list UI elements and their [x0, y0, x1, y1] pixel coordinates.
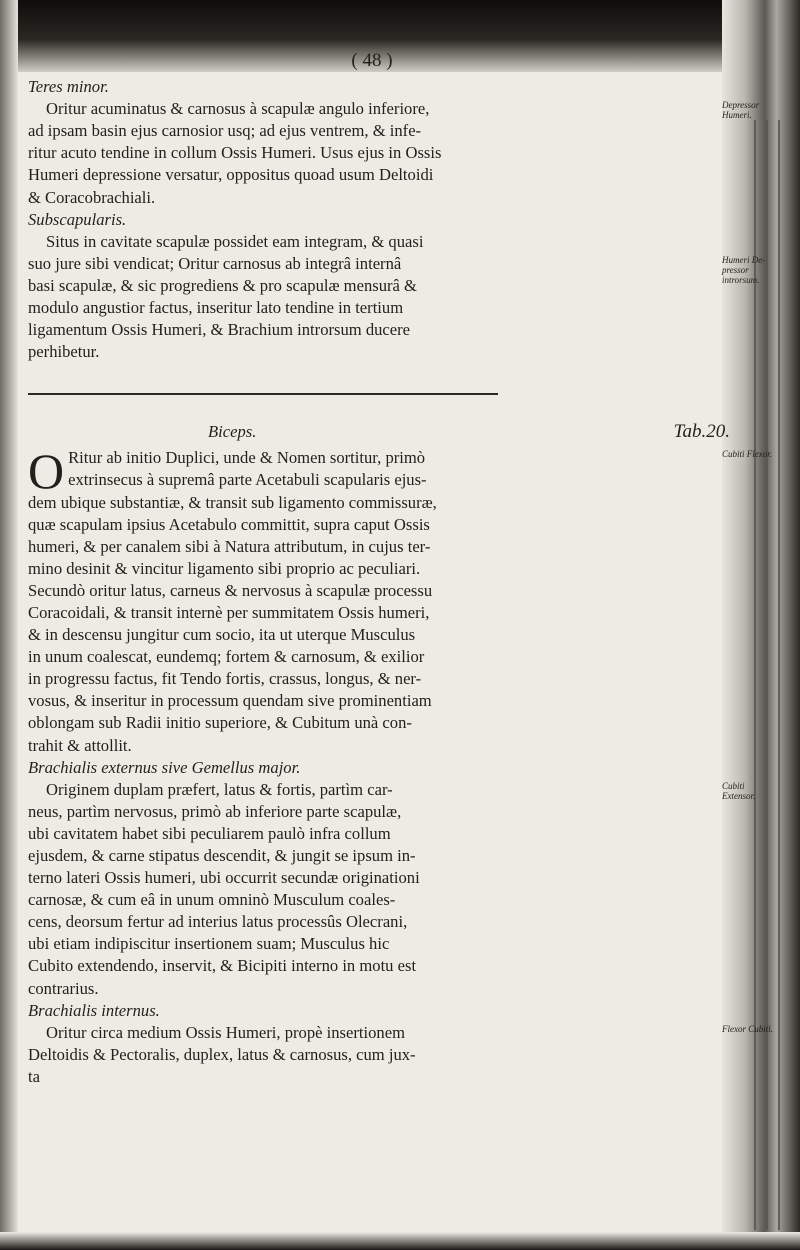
page-stack-line — [766, 120, 768, 1230]
heading-brachialis-externus: Brachialis externus sive Gemellus major. — [28, 757, 301, 777]
text-line: perhibetur. — [28, 342, 100, 362]
scan-left-edge — [0, 0, 18, 1250]
text-line: modulo angustior factus, inseritur lato tendine in tertium — [28, 298, 404, 318]
text-line: in progressu factus, fit Tendo fortis, crassus, longus, & ner- — [28, 669, 422, 689]
margin-note-brachialis-internus: Flexor Cubiti. — [722, 1023, 773, 1034]
text-line: ad ipsam basin ejus carnosior usq; ad ejus ventrem, & infe- — [28, 121, 422, 141]
text-line: oblongam sub Radii initio superiore, & Cubitum unà con- — [28, 713, 412, 733]
text-line: basi scapulæ, & sic progrediens & pro scapulæ mensurâ & — [28, 275, 417, 295]
margin-note-teres: Depressor Humeri. — [722, 100, 760, 121]
text-line: mino desinit & vincitur ligamento sibi proprio ac peculiari. — [28, 558, 421, 578]
page-stack-line — [778, 120, 780, 1230]
text-line: suo jure sibi vendicat; Oritur carnosus ab integrâ internâ — [28, 253, 402, 273]
text-line: Secundò oritur latus, carneus & nervosus à scapulæ processu — [28, 580, 433, 600]
text-line: Deltoidis & Pectoralis, duplex, latus & carnosus, cum jux- — [28, 1044, 416, 1064]
scan-bottom-edge — [0, 1232, 800, 1250]
text-line: Originem duplam præfert, latus & fortis, partìm car- — [46, 779, 393, 799]
text-line: vosus, & inseritur in processum quendam sive prominentiam — [28, 691, 432, 711]
biceps-heading-row — [28, 421, 730, 447]
drop-capital: O — [28, 443, 65, 500]
text-line: ejusdem, & carne stipatus descendit, & jungit se ipsum in- — [28, 846, 416, 865]
text-line: terno lateri Ossis humeri, ubi occurrit secundæ originationi — [28, 868, 420, 888]
section-divider — [28, 393, 498, 395]
heading-subscapularis: Subscapularis. — [28, 209, 127, 229]
heading-teres-minor: Teres minor. — [28, 77, 109, 97]
text-line: ligamentum Ossis Humeri, & Brachium introrsum ducere — [28, 320, 411, 340]
text-line: cens, deorsum fertur ad interius latus processûs Olecrani, — [28, 912, 408, 932]
page-stack-line — [754, 120, 756, 1230]
text-line: & in descensu jungitur cum socio, ita ut uterque Musculus — [28, 625, 416, 645]
text-line: neus, partìm nervosus, primò ab inferiore parte scapulæ, — [28, 801, 402, 821]
text-line: in unum coalescat, eundemq; fortem & carnosum, & exilior — [28, 647, 425, 667]
margin-note-biceps: Cubiti Flexor. — [722, 449, 772, 460]
text-line: quæ scapulam ipsius Acetabulo committit, supra caput Ossis — [28, 514, 430, 534]
text-line: Humeri depressione versatur, oppositus quoad usum Deltoidi — [28, 165, 434, 185]
heading-biceps: Biceps. — [208, 422, 257, 442]
text-line: Ritur ab initio Duplici, unde & Nomen sortitur, primò — [68, 448, 426, 468]
text-line: contrarius. — [28, 978, 99, 998]
text-line: ritur acuto tendine in collum Ossis Humeri. Usus ejus in Ossis — [28, 143, 442, 163]
text-line: carnosæ, & cum eâ in unum omninò Musculum coales- — [28, 890, 396, 910]
page-text — [28, 50, 773, 1088]
plate-reference: Tab.20. — [673, 421, 730, 443]
text-line: ubi cavitatem habet sibi peculiarem paulò infra collum — [28, 823, 391, 843]
page-number: ( 48 ) — [351, 50, 393, 71]
text-line: humeri, & per canalem sibi à Natura attributum, in cujus ter- — [28, 536, 431, 556]
text-line: Oritur circa medium Ossis Humeri, propè insertionem — [46, 1022, 405, 1042]
text-line: trahit & attollit. — [28, 735, 132, 755]
text-line: Cubito extendendo, inservit, & Bicipiti interno in motu est — [28, 956, 417, 976]
text-line: Situs in cavitate scapulæ possidet eam integram, & quasi — [46, 231, 424, 251]
text-line: extrinsecus à supremâ parte Acetabuli scapularis ejus- — [68, 470, 427, 490]
margin-note-brachialis-externus: Cubiti Extensor. — [722, 780, 756, 801]
text-line: & Coracobrachiali. — [28, 187, 156, 207]
text-line: dem ubique substantiæ, & transit sub ligamento commissuræ, — [28, 492, 437, 512]
text-line: Coracoidali, & transit internè per summitatem Ossis humeri, — [28, 602, 430, 622]
heading-brachialis-internus: Brachialis internus. — [28, 1000, 160, 1020]
catchword: ta — [28, 1066, 40, 1086]
text-line: Oritur acuminatus & carnosus à scapulæ angulo inferiore, — [46, 99, 430, 119]
margin-note-subscapularis: Humeri De-pressor introrsum. — [722, 254, 766, 285]
scan-right-edge — [722, 0, 800, 1250]
text-line: ubi etiam indipiscitur insertionem suam; Musculus hic — [28, 934, 390, 954]
